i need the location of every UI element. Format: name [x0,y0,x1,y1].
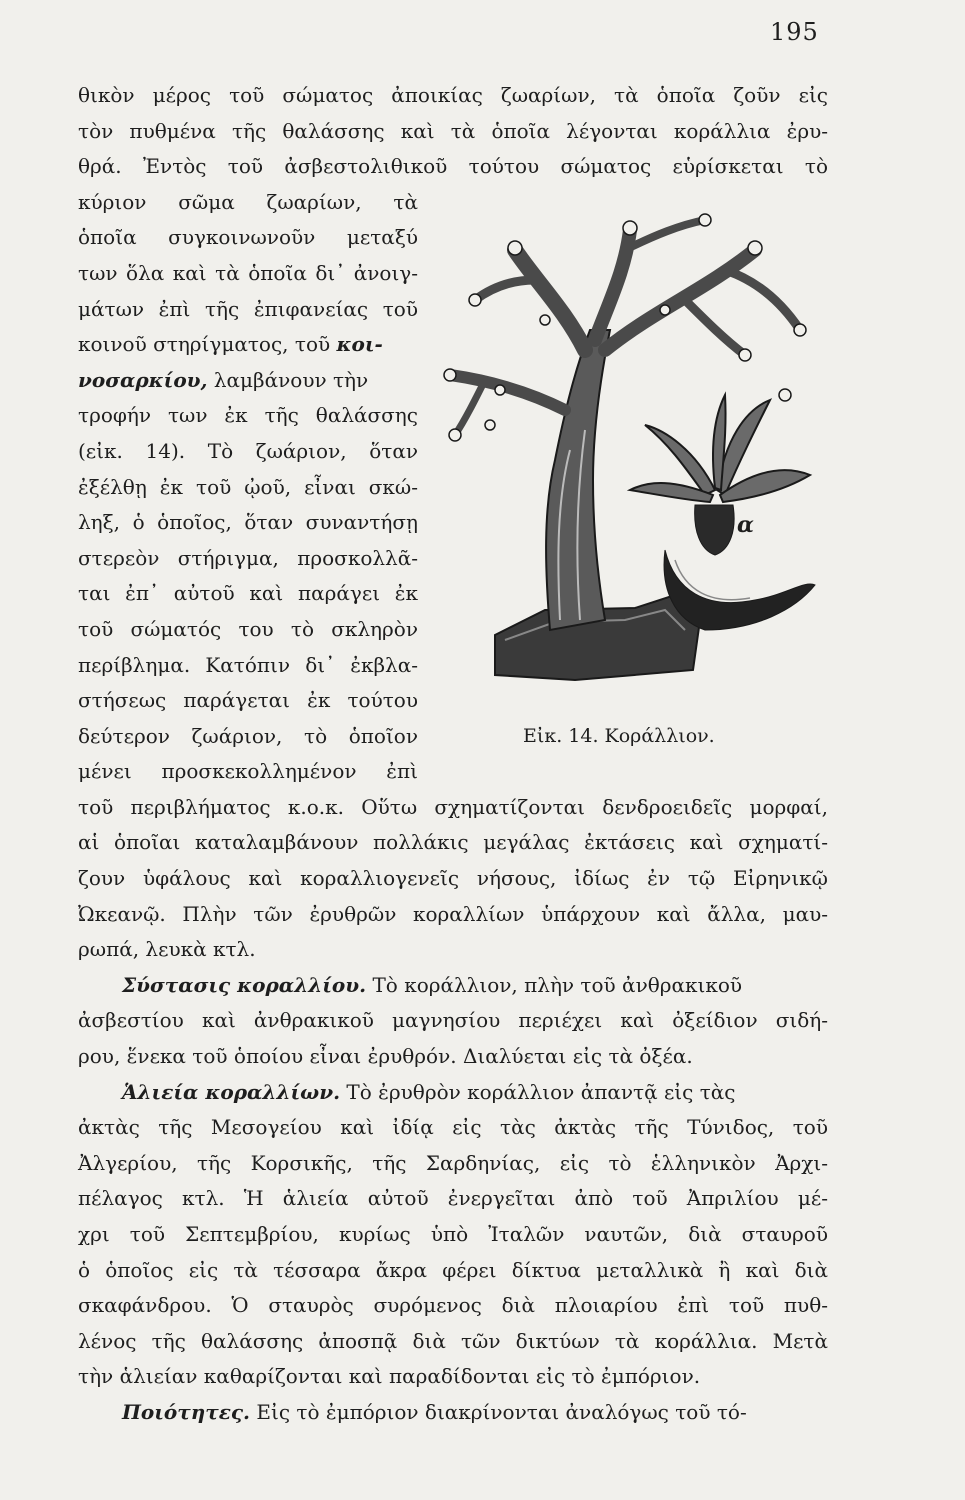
section-heading-qualities: Ποιότητες. [122,1399,251,1424]
text-line: ζουν ὑφάλους καὶ κοραλλιογενεῖς νήσους, ἰδίως ἐν τῷ Εἰρηνικῷ [78,866,828,891]
text-line: δεύτερον ζωάριον, τὸ ὁποῖον [78,723,418,748]
text-line: περίβλημα. Κατόπιν δι᾽ ἐκβλα- [78,652,418,677]
text-fragment: Τὸ ἐρυθρὸν κοράλλιον ἀπαντᾷ εἰς τὰς [340,1079,736,1104]
text-line: θικὸν μέρος τοῦ σώματος ἀποικίας ζωαρίων, τὰ ὁποῖα ζοῦν εἰς [78,83,828,107]
text-line [78,1395,828,1431]
text-line [78,363,418,399]
text-line: λένος τῆς θαλάσσης ἀποσπᾷ διὰ τῶν δικτύων τὰ κοράλλια. Μετὰ [78,1328,828,1353]
term-koinosarkion-part1: κοι- [336,332,383,357]
text-line: μένει προσκεκολλημένον ἐπὶ [78,759,418,784]
text-line: θρά. Ἐντὸς τοῦ ἀσβεστολιθικοῦ τούτου σώματος εὑρίσκεται τὸ [78,154,828,179]
text-line: σκαφάνδρου. Ὁ σταυρὸς συρόμενος διὰ πλοιαρίου ἐπὶ τοῦ πυθ- [78,1293,828,1318]
text-fragment: κοινοῦ στηρίγματος, τοῦ [78,332,331,357]
text-line: Ὠκεανῷ. Πλὴν τῶν ἐρυθρῶν κοραλλίων ὑπάρχουν καὶ ἄλλα, μαυ- [78,901,828,926]
text-line: ὁ ὁποῖος εἰς τὰ τέσσαρα ἄκρα φέρει δίκτυα μεταλλικὰ ἢ καὶ διὰ [78,1257,828,1282]
text-line: στερεὸν στήριγμα, προσκολλᾶ- [78,545,418,570]
text-line: πέλαγος κτλ. Ἡ ἁλιεία αὐτοῦ ἐνεργεῖται ἀπὸ τοῦ Ἀπριλίου μέ- [78,1186,828,1211]
text-line: ἀσβεστίου καὶ ἀνθρακικοῦ μαγνησίου περιέχει καὶ ὀξείδιον σιδή- [78,1008,828,1033]
figure-label-a: α [737,512,754,538]
text-fragment: Εἰς τὸ ἐμπόριον διακρίνονται ἀναλόγως τοῦ τό- [250,1399,747,1424]
page-number: 195 [770,18,819,46]
text-line: τοῦ περιβλήματος κ.ο.κ. Οὕτω σχηματίζονται δενδροειδεῖς μορφαί, [78,794,828,819]
text-fragment: Τὸ κοράλλιον, πλὴν τοῦ ἀνθρακικοῦ [366,972,743,997]
text-line: ἐξέλθῃ ἐκ τοῦ ᾠοῦ, εἶναι σκώ- [78,474,418,499]
text-line: Ἀλγερίου, τῆς Κορσικῆς, τῆς Σαρδηνίας, εἰς τὸ ἑλληνικὸν Ἀρχι- [78,1150,828,1175]
text-line: αἱ ὁποῖαι καταλαμβάνουν πολλάκις μεγάλας ἐκτάσεις καὶ σχηματί- [78,830,828,855]
text-line: ρου, ἕνεκα τοῦ ὁποίου εἶναι ἐρυθρόν. Διαλύεται εἰς τὰ ὀξέα. [78,1044,693,1069]
section-heading-fishing: Ἁλιεία κοραλλίων. [122,1079,341,1104]
text-line: ἀκτὰς τῆς Μεσογείου καὶ ἰδίᾳ εἰς τὰς ἀκτὰς τῆς Τύνιδος, τοῦ [78,1115,828,1140]
text-fragment: λαμβάνουν τὴν [207,367,369,392]
figure-caption: Εἰκ. 14. Κοράλλιον. [523,725,715,747]
text-line [78,327,418,363]
text-line: τοῦ σώματός του τὸ σκληρὸν [78,616,418,641]
text-line: τὴν ἁλιείαν καθαρίζονται καὶ παραδίδονται εἰς τὸ ἐμπόριον. [78,1364,701,1389]
text-line [78,1075,828,1111]
text-line: χρι τοῦ Σεπτεμβρίου, κυρίως ὑπὸ Ἰταλῶν ναυτῶν, διὰ σταυροῦ [78,1222,828,1246]
text-line: τροφήν των ἐκ τῆς θαλάσσης [78,403,418,428]
section-heading-composition: Σύστασις κοραλλίου. [122,972,367,997]
text-line: ληξ, ὁ ὁποῖος, ὅταν συναντήσῃ [78,510,418,535]
text-line: ται ἐπ᾽ αὐτοῦ καὶ παράγει ἐκ [78,581,418,606]
text-line: ὁποῖα συγκοινωνοῦν μεταξύ [78,225,418,250]
text-line [78,968,828,1004]
text-line: των ὅλα καὶ τὰ ὁποῖα δι᾽ ἀνοιγ- [78,260,418,285]
term-koinosarkion-part2: νοσαρκίου, [78,367,208,392]
text-line: τὸν πυθμένα τῆς θαλάσσης καὶ τὰ ὁποῖα λέγονται κοράλλια ἐρυ- [78,118,828,143]
text-line: κύριον σῶμα ζωαρίων, τὰ [78,189,418,214]
coral-illustration [425,190,825,710]
text-line: ρωπά, λευκὰ κτλ. [78,937,256,962]
text-line: μάτων ἐπὶ τῆς ἐπιφανείας τοῦ [78,296,418,321]
text-line: στήσεως παράγεται ἐκ τούτου [78,688,418,713]
text-line: (εἰκ. 14). Τὸ ζωάριον, ὅταν [78,438,418,463]
coral-figure [425,190,825,780]
